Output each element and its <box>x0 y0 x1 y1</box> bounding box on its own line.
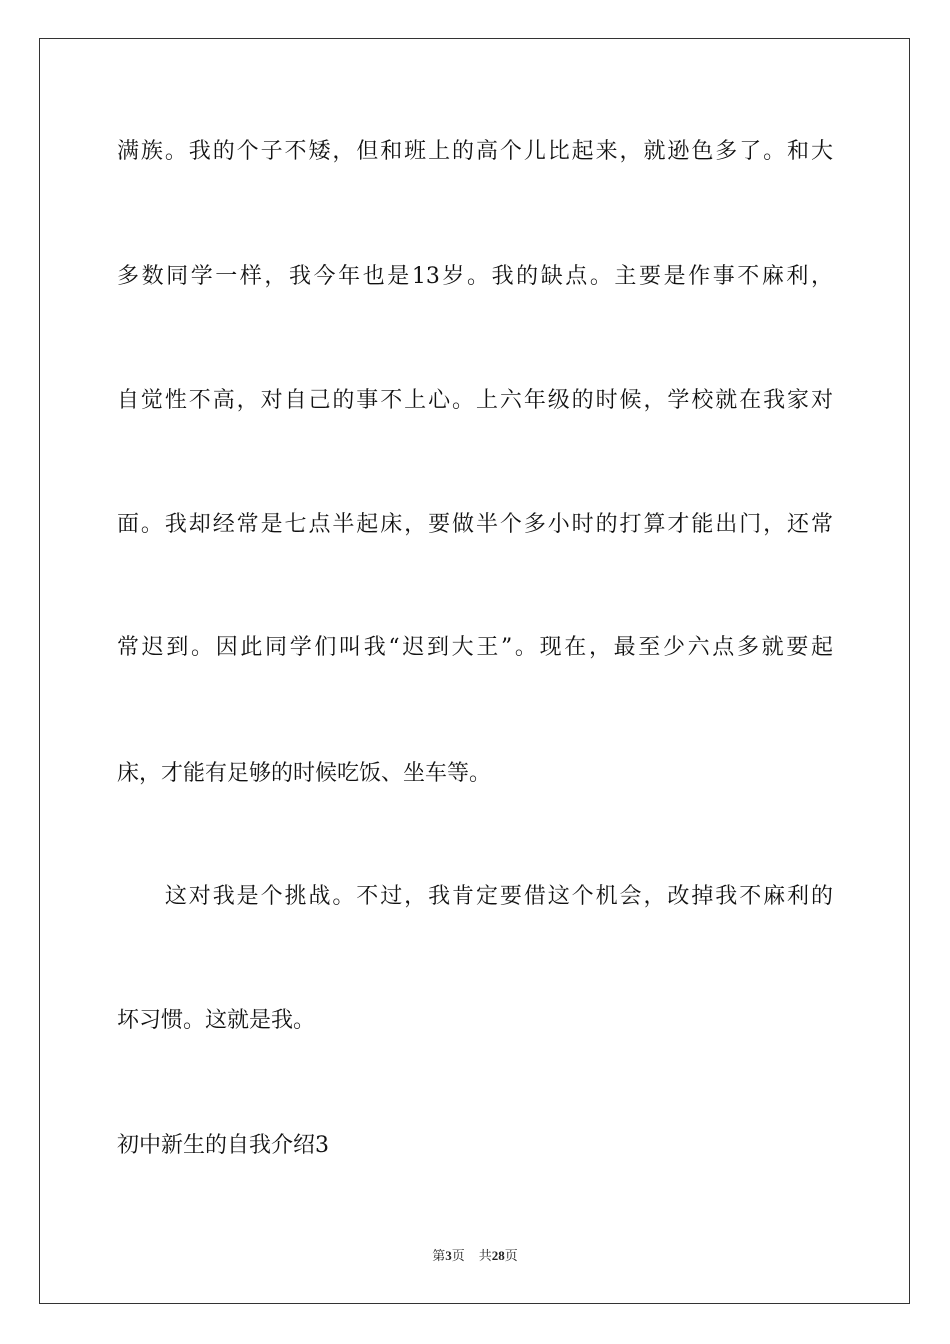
total-pages: 28 <box>491 1248 505 1263</box>
page-number: 3 <box>445 1248 452 1263</box>
page-footer <box>0 1247 950 1266</box>
page-suffix: 页 <box>451 1249 465 1264</box>
body-text-line: 多数同学一样，我今年也是13岁。我的缺点。主要是作事不麻利， <box>117 264 833 289</box>
total-prefix: 共 <box>478 1249 492 1264</box>
page-border <box>39 38 910 1304</box>
body-text-line: 这对我是个挑战。不过，我肯定要借这个机会，改掉我不麻利的 <box>117 884 833 909</box>
body-text-line: 常迟到。因此同学们叫我“迟到大王”。现在，最至少六点多就要起 <box>117 635 833 660</box>
body-text-line: 坏习惯。这就是我。 <box>117 1008 316 1033</box>
body-text-line: 满族。我的个子不矮，但和班上的高个儿比起来，就逊色多了。和大 <box>117 139 833 164</box>
total-suffix: 页 <box>504 1249 518 1264</box>
page-prefix: 第 <box>432 1249 446 1264</box>
body-text-line: 面。我却经常是七点半起床，要做半个多小时的打算才能出门，还常 <box>117 512 833 537</box>
body-text-line: 自觉性不高，对自己的事不上心。上六年级的时候，学校就在我家对 <box>117 388 833 413</box>
body-text-line: 床，才能有足够的时候吃饭、坐车等。 <box>117 761 492 786</box>
section-heading: 初中新生的自我介绍3 <box>117 1133 329 1158</box>
